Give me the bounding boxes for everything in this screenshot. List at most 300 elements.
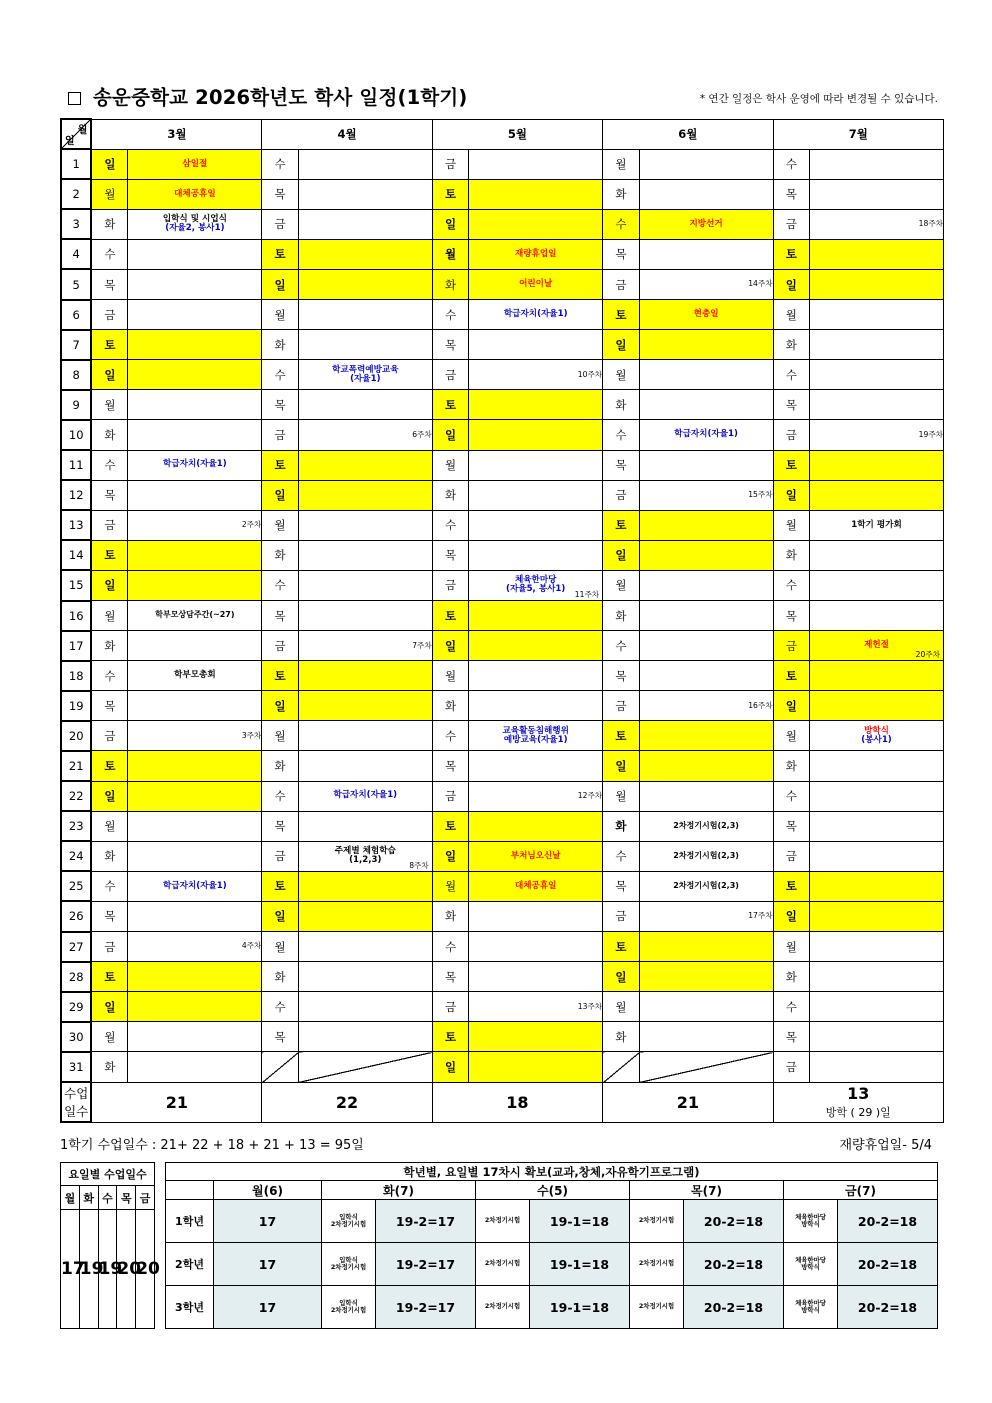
alloc-corner bbox=[166, 1181, 214, 1200]
week-number: 10주차 bbox=[577, 369, 603, 379]
event-cell-m6 bbox=[639, 149, 773, 179]
day-of-week-m4: 토 bbox=[262, 871, 299, 901]
weekday-count-수: 19 bbox=[98, 1210, 117, 1329]
calendar-row bbox=[61, 841, 944, 871]
weekday-table-header-row bbox=[61, 1185, 155, 1209]
day-of-week-m7: 일 bbox=[773, 901, 810, 931]
event-cell-m7 bbox=[810, 360, 944, 390]
alloc-tue-value: 19-2=17 bbox=[376, 1243, 476, 1286]
day-of-week-m6: 토 bbox=[603, 510, 640, 540]
event-cell-m4 bbox=[298, 239, 432, 269]
event-cell-m3 bbox=[128, 179, 262, 209]
weekday-count-화: 19 bbox=[79, 1210, 98, 1329]
event-title: 현충일 bbox=[693, 308, 719, 319]
day-number: 12 bbox=[61, 480, 91, 510]
month-header-3: 3월 bbox=[91, 119, 261, 149]
day-of-week-m5: 월 bbox=[432, 450, 469, 480]
week-number: 14주차 bbox=[748, 279, 773, 289]
month-header-5: 5월 bbox=[432, 119, 602, 149]
day-of-week-m6: 화 bbox=[603, 390, 640, 420]
summary-value-7 bbox=[773, 1082, 943, 1122]
alloc-wed-value: 19-1=18 bbox=[530, 1200, 630, 1243]
calendar-row bbox=[61, 239, 944, 269]
event-cell-m7 bbox=[810, 450, 944, 480]
event-cell-m3 bbox=[128, 510, 262, 540]
day-number: 26 bbox=[61, 901, 91, 931]
day-of-week-m3: 수 bbox=[91, 871, 128, 901]
event-cell-m6 bbox=[639, 360, 773, 390]
day-of-week-m7: 금 bbox=[773, 631, 810, 661]
alloc-note-line: 방학식 bbox=[801, 1306, 820, 1314]
calendar-row bbox=[61, 781, 944, 811]
event-cell-m7 bbox=[810, 781, 944, 811]
alloc-note-line: 2차정기시험 bbox=[638, 1259, 675, 1268]
day-of-week-m3: 일 bbox=[91, 149, 128, 179]
day-of-week-m3: 월 bbox=[91, 1022, 128, 1052]
day-of-week-m5: 수 bbox=[432, 510, 469, 540]
weekday-header-화: 화 bbox=[79, 1185, 98, 1209]
schedule-change-note: * 연간 일정은 학사 운영에 따라 변경될 수 있습니다. bbox=[699, 93, 938, 105]
day-of-week-m7: 토 bbox=[773, 661, 810, 691]
event-cell-m6 bbox=[639, 871, 773, 901]
event-cell-m6 bbox=[639, 209, 773, 239]
day-of-week-m3: 금 bbox=[91, 932, 128, 962]
day-of-week-m7: 목 bbox=[773, 1022, 810, 1052]
day-of-week-m3: 월 bbox=[91, 390, 128, 420]
event-cell-m6 bbox=[639, 420, 773, 450]
day-of-week-m3: 화 bbox=[91, 1052, 128, 1082]
day-number: 14 bbox=[61, 540, 91, 570]
alloc-note-fri bbox=[784, 1286, 838, 1329]
event-title: 재량휴업일 bbox=[514, 248, 557, 259]
day-of-week-m6: 금 bbox=[603, 480, 640, 510]
day-of-week-m7: 월 bbox=[773, 932, 810, 962]
alloc-grade-label: 2학년 bbox=[166, 1243, 214, 1286]
day-of-week-m4 bbox=[262, 1052, 299, 1082]
day-of-week-m7: 토 bbox=[773, 239, 810, 269]
day-of-week-m4: 월 bbox=[262, 510, 299, 540]
day-number: 1 bbox=[61, 149, 91, 179]
weekday-table-title: 요일별 수업일수 bbox=[61, 1163, 155, 1186]
event-cell-m7 bbox=[810, 841, 944, 871]
event-cell-m6 bbox=[639, 179, 773, 209]
event-cell-m5 bbox=[469, 450, 603, 480]
event-cell-m3 bbox=[128, 570, 262, 600]
alloc-note-line: 방학식 bbox=[801, 1220, 820, 1228]
day-of-week-m6: 화 bbox=[603, 1022, 640, 1052]
event-cell-m3 bbox=[128, 540, 262, 570]
day-of-week-m5: 수 bbox=[432, 300, 469, 330]
day-of-week-m6: 수 bbox=[603, 631, 640, 661]
page-title: 송운중학교 2026학년도 학사 일정(1학기) bbox=[93, 86, 468, 109]
event-cell-m4 bbox=[298, 300, 432, 330]
checkbox-icon bbox=[68, 92, 81, 105]
event-cell-m4 bbox=[298, 811, 432, 841]
day-of-week-m4: 월 bbox=[262, 932, 299, 962]
event-cell-m4 bbox=[298, 570, 432, 600]
weekday-table-value-row bbox=[61, 1210, 155, 1329]
alloc-note-thu bbox=[630, 1243, 684, 1286]
event-cell-m4 bbox=[298, 330, 432, 360]
day-of-week-m7: 월 bbox=[773, 300, 810, 330]
event-title: 학급자치(자율1) bbox=[674, 429, 738, 440]
event-cell-m7 bbox=[810, 811, 944, 841]
day-of-week-m6: 화 bbox=[603, 179, 640, 209]
event-cell-m4 bbox=[298, 149, 432, 179]
event-cell-m5 bbox=[469, 932, 603, 962]
event-cell-m7 bbox=[810, 570, 944, 600]
event-cell-m7 bbox=[810, 540, 944, 570]
day-of-week-m3: 토 bbox=[91, 540, 128, 570]
event-cell-m6 bbox=[639, 901, 773, 931]
event-cell-m6 bbox=[639, 932, 773, 962]
calendar-row bbox=[61, 540, 944, 570]
semester-total-days: 1학기 수업일수 : 21+ 22 + 18 + 21 + 13 = 95일 bbox=[60, 1138, 364, 1153]
alloc-header-wed: 수(5) bbox=[476, 1181, 630, 1200]
summary-value-6: 21 bbox=[603, 1082, 773, 1122]
day-of-week-m6: 수 bbox=[603, 420, 640, 450]
day-of-week-m4: 일 bbox=[262, 480, 299, 510]
event-cell-m4 bbox=[298, 1022, 432, 1052]
event-cell-m4 bbox=[298, 269, 432, 299]
day-of-week-m3: 금 bbox=[91, 721, 128, 751]
day-of-week-m6: 월 bbox=[603, 781, 640, 811]
event-title: 주제별 체험학습 bbox=[334, 846, 396, 857]
calendar-row bbox=[61, 721, 944, 751]
event-cell-m5 bbox=[469, 1052, 603, 1082]
alloc-wed-value: 19-1=18 bbox=[530, 1243, 630, 1286]
event-cell-m4 bbox=[298, 450, 432, 480]
calendar-row bbox=[61, 149, 944, 179]
week-number: 11주차 bbox=[574, 589, 600, 599]
week-number: 6주차 bbox=[412, 429, 432, 439]
event-cell-m6 bbox=[639, 390, 773, 420]
day-of-week-m6: 수 bbox=[603, 841, 640, 871]
bottom-tables bbox=[60, 1162, 938, 1329]
event-cell-m5 bbox=[469, 691, 603, 721]
event-cell-m4 bbox=[298, 841, 432, 871]
day-of-week-m4: 목 bbox=[262, 179, 299, 209]
day-of-week-m6: 일 bbox=[603, 540, 640, 570]
day-of-week-m5: 토 bbox=[432, 601, 469, 631]
summary-value-4: 22 bbox=[262, 1082, 432, 1122]
event-cell-m6 bbox=[639, 751, 773, 781]
event-subtitle: 예방교육(자율1) bbox=[503, 734, 568, 745]
corner-header bbox=[61, 119, 91, 149]
alloc-note-line: 2차정기시험 bbox=[330, 1220, 367, 1228]
calendar-row bbox=[61, 360, 944, 390]
event-cell-m7 bbox=[810, 209, 944, 239]
event-cell-m4 bbox=[298, 871, 432, 901]
alloc-note-thu bbox=[630, 1200, 684, 1243]
calendar-row bbox=[61, 962, 944, 992]
day-of-week-m3: 월 bbox=[91, 179, 128, 209]
day-of-week-m3: 토 bbox=[91, 330, 128, 360]
day-of-week-m7: 목 bbox=[773, 811, 810, 841]
day-of-week-m5: 금 bbox=[432, 781, 469, 811]
event-cell-m7 bbox=[810, 721, 944, 751]
event-title: 지방선거 bbox=[689, 218, 723, 229]
event-title: 학급자치(자율1) bbox=[163, 880, 227, 891]
event-cell-m4 bbox=[298, 661, 432, 691]
event-cell-m7 bbox=[810, 1022, 944, 1052]
academic-calendar-table bbox=[60, 118, 944, 1123]
day-of-week-m4: 금 bbox=[262, 209, 299, 239]
event-cell-m7 bbox=[810, 420, 944, 450]
day-of-week-m3: 토 bbox=[91, 962, 128, 992]
alloc-fri-value: 20-2=18 bbox=[838, 1200, 938, 1243]
event-cell-m4 bbox=[298, 631, 432, 661]
day-of-week-m6: 수 bbox=[603, 209, 640, 239]
event-cell-m5 bbox=[469, 179, 603, 209]
day-of-week-m7: 목 bbox=[773, 390, 810, 420]
event-cell-m7 bbox=[810, 239, 944, 269]
event-cell-m5 bbox=[469, 661, 603, 691]
event-cell-m7 bbox=[810, 269, 944, 299]
day-of-week-m5: 금 bbox=[432, 992, 469, 1022]
event-cell-m3 bbox=[128, 209, 262, 239]
day-of-week-m4: 목 bbox=[262, 601, 299, 631]
day-number: 15 bbox=[61, 570, 91, 600]
day-of-week-m7: 금 bbox=[773, 1052, 810, 1082]
event-title: 제헌절 bbox=[864, 640, 889, 650]
month-header-7: 7월 bbox=[773, 119, 943, 149]
event-cell-m5 bbox=[469, 901, 603, 931]
alloc-note-line: 2차정기시험 bbox=[484, 1302, 521, 1311]
event-cell-m5 bbox=[469, 239, 603, 269]
event-cell-m3 bbox=[128, 962, 262, 992]
day-of-week-m4: 수 bbox=[262, 570, 299, 600]
day-of-week-m7: 토 bbox=[773, 871, 810, 901]
alloc-table-title: 학년별, 요일별 17차시 확보(교과,창체,자유학기프로그램) bbox=[166, 1163, 938, 1181]
event-cell-m5 bbox=[469, 510, 603, 540]
event-subtitle: (자율2, 봉사1) bbox=[165, 223, 225, 234]
event-cell-m4 bbox=[298, 962, 432, 992]
event-cell-m7 bbox=[810, 751, 944, 781]
event-cell-m6 bbox=[639, 450, 773, 480]
day-number: 27 bbox=[61, 932, 91, 962]
event-title: 2차정기시험(2,3) bbox=[673, 820, 739, 830]
alloc-tue-value: 19-2=17 bbox=[376, 1286, 476, 1329]
event-cell-m4 bbox=[298, 1052, 432, 1082]
day-of-week-m4: 토 bbox=[262, 239, 299, 269]
alloc-note-line: 체육한마당 bbox=[795, 1212, 826, 1221]
alloc-note-tue bbox=[322, 1243, 376, 1286]
event-cell-m3 bbox=[128, 1052, 262, 1082]
calendar-row bbox=[61, 480, 944, 510]
event-cell-m3 bbox=[128, 480, 262, 510]
day-of-week-m4: 토 bbox=[262, 661, 299, 691]
day-of-week-m6: 일 bbox=[603, 962, 640, 992]
alloc-row bbox=[166, 1200, 938, 1243]
day-of-week-m7: 월 bbox=[773, 510, 810, 540]
title-row bbox=[54, 0, 938, 118]
alloc-note-line: 입학식 bbox=[339, 1298, 358, 1307]
day-of-week-m5: 월 bbox=[432, 871, 469, 901]
day-number: 16 bbox=[61, 601, 91, 631]
event-cell-m4 bbox=[298, 390, 432, 420]
alloc-fri-value: 20-2=18 bbox=[838, 1286, 938, 1329]
day-of-week-m7: 화 bbox=[773, 330, 810, 360]
weekday-header-목: 목 bbox=[117, 1185, 136, 1209]
event-cell-m7 bbox=[810, 480, 944, 510]
day-number: 21 bbox=[61, 751, 91, 781]
day-of-week-m4: 목 bbox=[262, 811, 299, 841]
alloc-note-line: 2차정기시험 bbox=[638, 1216, 675, 1225]
day-number: 10 bbox=[61, 420, 91, 450]
calendar-row bbox=[61, 811, 944, 841]
day-of-week-m4: 월 bbox=[262, 721, 299, 751]
calendar-row bbox=[61, 300, 944, 330]
event-cell-m6 bbox=[639, 841, 773, 871]
month-header-4: 4월 bbox=[262, 119, 432, 149]
day-of-week-m5: 토 bbox=[432, 1022, 469, 1052]
day-of-week-m5: 화 bbox=[432, 480, 469, 510]
day-of-week-m4: 목 bbox=[262, 390, 299, 420]
event-subtitle: (자율5, 봉사1) bbox=[506, 584, 566, 595]
alloc-body bbox=[166, 1200, 938, 1329]
event-cell-m6 bbox=[639, 992, 773, 1022]
event-cell-m3 bbox=[128, 601, 262, 631]
calendar-row bbox=[61, 751, 944, 781]
day-number: 3 bbox=[61, 209, 91, 239]
day-number: 17 bbox=[61, 631, 91, 661]
alloc-thu-value: 20-2=18 bbox=[684, 1200, 784, 1243]
event-cell-m3 bbox=[128, 149, 262, 179]
day-of-week-m4: 화 bbox=[262, 751, 299, 781]
day-of-week-m4: 금 bbox=[262, 420, 299, 450]
event-cell-m5 bbox=[469, 871, 603, 901]
event-title: 학부모상담주간(~27) bbox=[155, 610, 235, 620]
event-cell-m7 bbox=[810, 510, 944, 540]
day-of-week-m7: 금 bbox=[773, 841, 810, 871]
alloc-mon-value: 17 bbox=[214, 1243, 322, 1286]
alloc-header-mon: 월(6) bbox=[214, 1181, 322, 1200]
calendar-row bbox=[61, 510, 944, 540]
day-of-week-m5: 일 bbox=[432, 631, 469, 661]
day-of-week-m3: 목 bbox=[91, 691, 128, 721]
event-cell-m4 bbox=[298, 179, 432, 209]
event-cell-m3 bbox=[128, 1022, 262, 1052]
day-of-week-m3: 일 bbox=[91, 781, 128, 811]
calendar-row bbox=[61, 1022, 944, 1052]
event-cell-m5 bbox=[469, 841, 603, 871]
week-number: 16주차 bbox=[748, 700, 773, 710]
day-of-week-m6: 월 bbox=[603, 570, 640, 600]
calendar-row bbox=[61, 631, 944, 661]
day-of-week-m7: 수 bbox=[773, 570, 810, 600]
calendar-row bbox=[61, 992, 944, 1022]
alloc-note-line: 체육한마당 bbox=[795, 1298, 826, 1307]
event-cell-m5 bbox=[469, 360, 603, 390]
event-cell-m3 bbox=[128, 781, 262, 811]
day-of-week-m6: 일 bbox=[603, 751, 640, 781]
calendar-row bbox=[61, 661, 944, 691]
event-cell-m5 bbox=[469, 330, 603, 360]
day-number: 24 bbox=[61, 841, 91, 871]
day-of-week-m4: 일 bbox=[262, 269, 299, 299]
calendar-row bbox=[61, 330, 944, 360]
day-of-week-m4: 화 bbox=[262, 540, 299, 570]
event-cell-m4 bbox=[298, 932, 432, 962]
event-title: 체육한마당 bbox=[514, 575, 557, 586]
day-of-week-m7: 일 bbox=[773, 480, 810, 510]
weekday-count-목: 20 bbox=[117, 1210, 136, 1329]
week-number: 12주차 bbox=[577, 791, 603, 801]
event-cell-m6 bbox=[639, 631, 773, 661]
day-of-week-m4: 금 bbox=[262, 631, 299, 661]
event-cell-m6 bbox=[639, 330, 773, 360]
event-cell-m6 bbox=[639, 1052, 773, 1082]
event-cell-m3 bbox=[128, 330, 262, 360]
alloc-header-tue: 화(7) bbox=[322, 1181, 476, 1200]
day-of-week-m4: 화 bbox=[262, 962, 299, 992]
event-title: 학급자치(자율1) bbox=[163, 459, 227, 470]
day-of-week-m5: 일 bbox=[432, 420, 469, 450]
week-number: 8주차 bbox=[409, 860, 429, 870]
event-cell-m5 bbox=[469, 149, 603, 179]
day-of-week-m5: 금 bbox=[432, 570, 469, 600]
day-number: 30 bbox=[61, 1022, 91, 1052]
day-of-week-m5: 화 bbox=[432, 901, 469, 931]
day-of-week-m3: 수 bbox=[91, 239, 128, 269]
event-cell-m7 bbox=[810, 149, 944, 179]
day-of-week-m7: 금 bbox=[773, 420, 810, 450]
day-of-week-m7: 화 bbox=[773, 962, 810, 992]
day-of-week-m3: 일 bbox=[91, 360, 128, 390]
event-cell-m5 bbox=[469, 751, 603, 781]
event-cell-m4 bbox=[298, 601, 432, 631]
alloc-header-thu: 목(7) bbox=[630, 1181, 784, 1200]
event-cell-m4 bbox=[298, 992, 432, 1022]
calendar-footer bbox=[61, 1082, 944, 1122]
grade-weekday-allocation-table bbox=[165, 1162, 938, 1329]
weekday-header-금: 금 bbox=[136, 1185, 155, 1209]
event-cell-m5 bbox=[469, 992, 603, 1022]
alloc-note-line: 입학식 bbox=[339, 1212, 358, 1221]
event-cell-m6 bbox=[639, 811, 773, 841]
day-number: 20 bbox=[61, 721, 91, 751]
day-number: 7 bbox=[61, 330, 91, 360]
alloc-note-line: 2차정기시험 bbox=[484, 1216, 521, 1225]
event-cell-m4 bbox=[298, 209, 432, 239]
alloc-mon-value: 17 bbox=[214, 1286, 322, 1329]
calendar-header bbox=[61, 119, 944, 149]
event-cell-m3 bbox=[128, 901, 262, 931]
day-of-week-m5: 토 bbox=[432, 811, 469, 841]
summary-value-5: 18 bbox=[432, 1082, 602, 1122]
week-number: 7주차 bbox=[412, 640, 432, 650]
day-number: 25 bbox=[61, 871, 91, 901]
event-cell-m7 bbox=[810, 601, 944, 631]
event-cell-m7 bbox=[810, 661, 944, 691]
day-of-week-m5: 화 bbox=[432, 269, 469, 299]
weekday-count-월: 17 bbox=[61, 1210, 80, 1329]
alloc-note-wed bbox=[476, 1243, 530, 1286]
summary-value-7-number: 13 bbox=[847, 1084, 870, 1103]
event-cell-m4 bbox=[298, 721, 432, 751]
alloc-thu-value: 20-2=18 bbox=[684, 1243, 784, 1286]
week-number: 15주차 bbox=[748, 490, 773, 500]
calendar-row bbox=[61, 570, 944, 600]
event-title: 1학기 평가회 bbox=[851, 519, 902, 530]
day-of-week-m5: 일 bbox=[432, 209, 469, 239]
day-of-week-m4: 금 bbox=[262, 841, 299, 871]
alloc-note-fri bbox=[784, 1243, 838, 1286]
calendar-row bbox=[61, 871, 944, 901]
day-of-week-m7: 토 bbox=[773, 450, 810, 480]
event-cell-m3 bbox=[128, 721, 262, 751]
